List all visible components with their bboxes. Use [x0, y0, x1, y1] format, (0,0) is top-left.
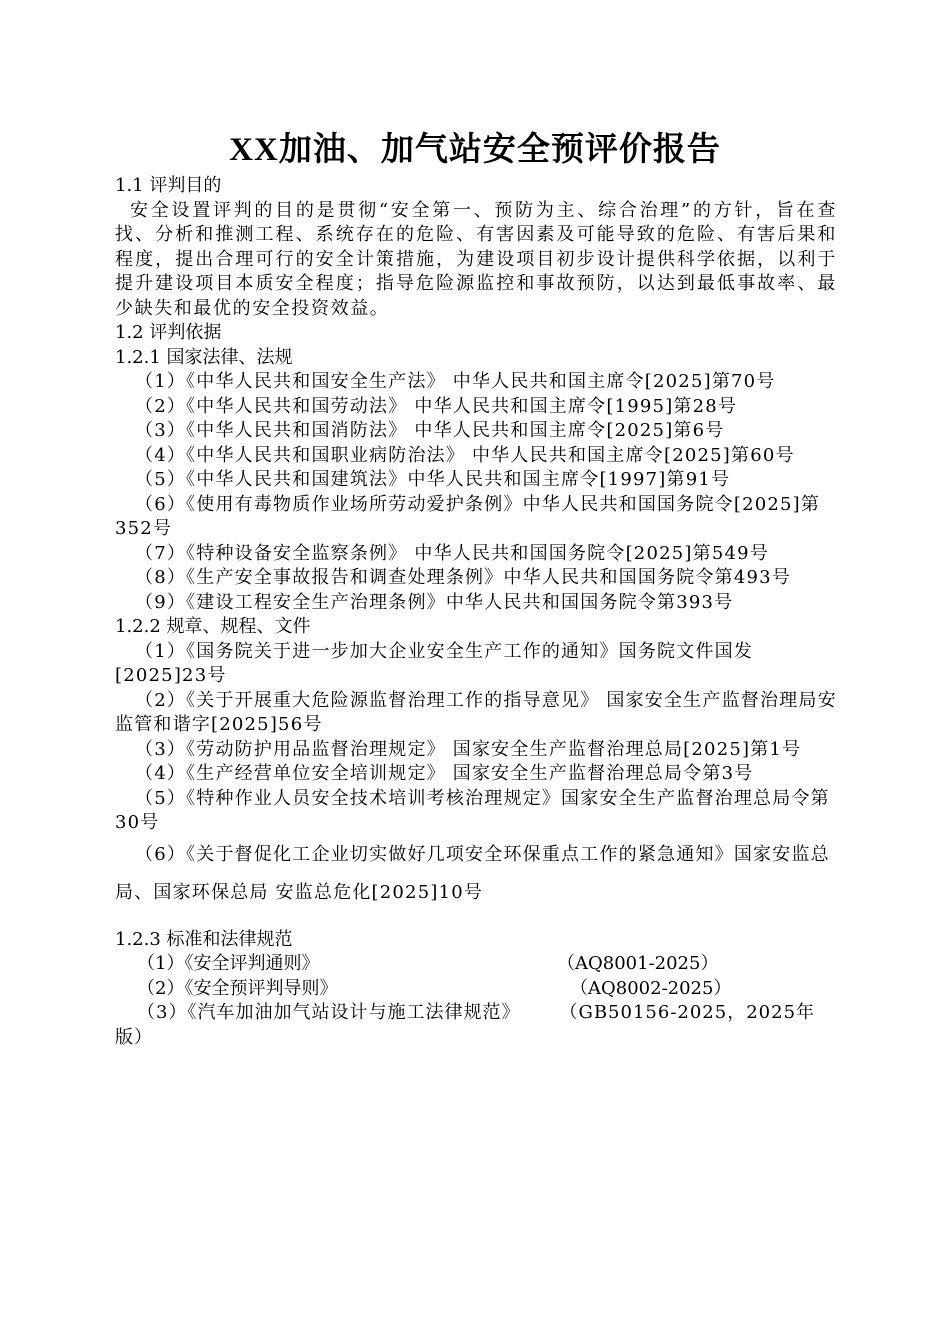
section-1-1-paragraph: 安全设置评判的目的是贯彻“安全第一、预防为主、综合治理”的方针，旨在查找、分析和推测工程、系统存在的危险、有害因素及可能导致的危险、有害后果和程度，提出合理可行的安全计策措施，为建设项目初步设计提供科学依据，以利于提升建设项目本质安全程度；指导危险源监控和事故预防，以达到最低事故率、最少缺失和最优的安全投资效益。: [115, 199, 837, 319]
standard-item: [115, 952, 837, 977]
document-title: XX加油、加气站安全预评价报告: [229, 132, 721, 168]
standard-name: （2）《安全预评判导则》: [137, 977, 338, 999]
law-item: （1）《中华人民共和国安全生产法》 中华人民共和国主席令[2025]第70号: [135, 371, 776, 392]
section-heading-1-2-3: 1.2.3 标准和法律规范: [115, 928, 293, 950]
regulation-item: （2）《关于开展重大危险源监督治理工作的指导意见》 国家安全生产监督治理局安监管和谐字[2025]56号: [115, 689, 837, 735]
section-heading-1-2-2: 1.2.2 规章、规程、文件: [115, 616, 311, 637]
regulation-item: （3）《劳动防护用品监督治理规定》 国家安全生产监督治理总局[2025]第1号: [135, 738, 802, 760]
regulation-item: （6）《关于督促化工企业切实做好几项安全环保重点工作的紧急通知》国家安监总局、国家环保总局 安监总危化[2025]10号: [115, 843, 830, 903]
section-heading-1-2-1: 1.2.1 国家法律、法规: [115, 346, 293, 368]
standard-code: （AQ8001-2025）: [557, 953, 719, 974]
law-item: （6）《使用有毒物质作业场所劳动爱护条例》中华人民共和国国务院令[2025]第352号: [115, 493, 821, 539]
section-heading-1-1: 1.1 评判目的: [115, 175, 222, 196]
law-item: （5）《中华人民共和国建筑法》中华人民共和国主席令[1997]第91号: [135, 469, 731, 490]
standard-name: （1）《安全评判通则》: [137, 953, 320, 974]
law-item: （9）《建设工程安全生产治理条例》中华人民共和国国务院令第393号: [135, 591, 734, 613]
regulation-item: （5）《特种作业人员安全技术培训考核治理规定》国家安全生产监督治理总局令第30号: [115, 787, 830, 833]
law-item: （2）《中华人民共和国劳动法》 中华人民共和国主席令[1995]第28号: [135, 395, 738, 417]
standard-item: [115, 977, 837, 1002]
law-item: （3）《中华人民共和国消防法》 中华人民共和国主席令[2025]第6号: [135, 420, 725, 441]
law-item: （4）《中华人民共和国职业病防治法》 中华人民共和国主席令[2025]第60号: [135, 444, 795, 466]
section-heading-1-2: 1.2 评判依据: [115, 322, 222, 343]
standard-item: （3）《汽车加油加气站设计与施工法律规范》 （GB50156-2025，2025年版）: [115, 1002, 816, 1048]
regulation-item: （4）《生产经营单位安全培训规定》 国家安全生产监督治理总局令第3号: [135, 763, 754, 784]
standard-code: （AQ8002-2025）: [570, 977, 732, 999]
law-item: （8）《生产安全事故报告和调查处理条例》中华人民共和国国务院令第493号: [135, 567, 792, 588]
law-item: （7）《特种设备安全监察条例》 中华人民共和国国务院令[2025]第549号: [135, 542, 769, 564]
regulation-item: （1）《国务院关于进一步加大企业安全生产工作的通知》国务院文件国发[2025]23号: [115, 640, 754, 686]
document-body: [115, 174, 837, 1050]
